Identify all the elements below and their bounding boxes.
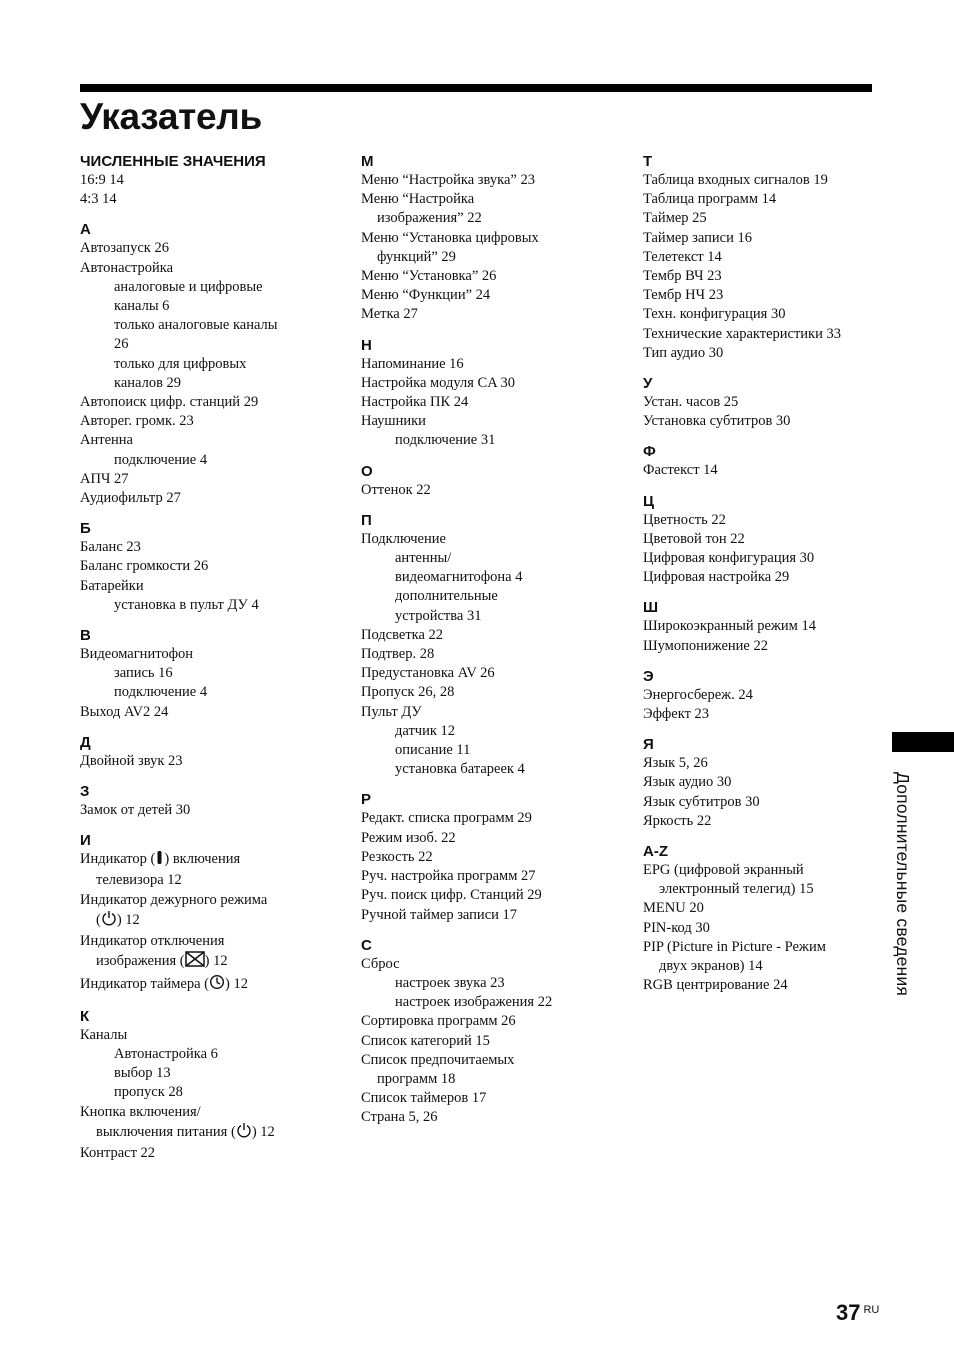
index-entry: Устан. часов 25 bbox=[643, 394, 739, 411]
index-entry: Индикатор дежурного режима bbox=[80, 891, 268, 908]
index-entry: Редакт. списка программ 29 bbox=[361, 810, 532, 827]
index-entry-continuation bbox=[80, 951, 342, 973]
section-heading: И bbox=[80, 832, 91, 850]
index-entry: Энергосбереж. 24 bbox=[643, 686, 753, 703]
index-entry: Установка субтитров 30 bbox=[643, 413, 791, 430]
index-entry: Выход AV2 24 bbox=[80, 703, 169, 720]
standby-icon bbox=[101, 910, 117, 932]
index-entry: Батарейки bbox=[80, 577, 144, 594]
entry-text-after-icon: ) 12 bbox=[225, 975, 248, 992]
index-entry: 16:9 14 bbox=[80, 172, 124, 188]
index-entry: Каналы bbox=[80, 1026, 128, 1043]
index-entry: Подтвер. 28 bbox=[361, 646, 435, 663]
section-heading: О bbox=[361, 462, 373, 480]
index-entry-continuation bbox=[80, 1122, 342, 1144]
index-entry bbox=[80, 850, 342, 871]
index-entry: Язык аудио 30 bbox=[643, 774, 732, 791]
entry-text-after-icon: ) 12 bbox=[204, 953, 228, 970]
index-entry: Баланс 23 bbox=[80, 539, 141, 556]
picture-off-icon bbox=[185, 951, 205, 973]
index-entry: Таблица программ 14 bbox=[643, 191, 777, 208]
index-entry: Пропуск 26, 28 bbox=[361, 684, 455, 701]
index-section bbox=[361, 511, 623, 780]
index-entry: Резкость 22 bbox=[361, 848, 433, 865]
index-subentry: дополнительные bbox=[395, 588, 498, 605]
index-entry: Тембр ВЧ 23 bbox=[643, 268, 722, 285]
index-section bbox=[80, 1007, 342, 1163]
index-subentry: настроек изображения 22 bbox=[395, 994, 553, 1011]
index-entry: Телетекст 14 bbox=[643, 248, 722, 265]
index-entry: Метка 27 bbox=[361, 306, 418, 323]
section-heading: Д bbox=[80, 733, 91, 751]
entry-text-after-icon: ) включения bbox=[164, 851, 241, 868]
index-entry: Эффект 23 bbox=[643, 706, 710, 723]
index-entry: Контраст 22 bbox=[80, 1144, 156, 1161]
index-entry: Цифровая настройка 29 bbox=[643, 569, 790, 586]
index-section bbox=[361, 152, 623, 325]
section-heading: ЧИСЛЕННЫЕ ЗНАЧЕНИЯ bbox=[80, 153, 266, 170]
index-entry: Список таймеров 17 bbox=[361, 1090, 487, 1107]
index-section bbox=[643, 492, 891, 588]
index-section bbox=[361, 790, 623, 924]
section-heading: С bbox=[361, 936, 372, 954]
section-heading: З bbox=[80, 783, 90, 801]
section-heading: Н bbox=[361, 336, 372, 354]
index-subentry: только для цифровых bbox=[114, 355, 247, 372]
index-entry-continuation bbox=[80, 910, 342, 932]
index-entry: Руч. настройка программ 27 bbox=[361, 868, 536, 885]
index-entry: PIP (Picture in Picture - Режим bbox=[643, 938, 826, 955]
page-number-value: 37 bbox=[836, 1300, 861, 1325]
index-entry: Автозапуск 26 bbox=[80, 240, 169, 257]
entry-text: ( bbox=[96, 911, 101, 928]
index-entry: Оттенок 22 bbox=[361, 481, 431, 498]
index-entry: Меню “Настройка bbox=[361, 191, 475, 208]
index-entry-continuation: изображения” 22 bbox=[377, 210, 482, 227]
index-section bbox=[643, 842, 891, 995]
index-subentry: подключение 4 bbox=[114, 684, 208, 701]
index-section bbox=[643, 374, 891, 431]
index-entry: MENU 20 bbox=[643, 900, 704, 917]
index-subentry: антенны/ bbox=[395, 550, 452, 567]
index-section bbox=[80, 782, 342, 820]
page-title: Указатель bbox=[80, 96, 262, 137]
index-entry: Широкоэкранный режим 14 bbox=[643, 618, 816, 635]
index-subentry: описание 11 bbox=[395, 742, 471, 759]
index-entry: Пульт ДУ bbox=[361, 703, 422, 720]
index-subentry: подключение 31 bbox=[395, 432, 496, 449]
index-entry: Сброс bbox=[361, 955, 400, 972]
index-entry: Цветовой тон 22 bbox=[643, 530, 745, 547]
index-section bbox=[361, 936, 623, 1128]
index-entry: Авторег. громк. 23 bbox=[80, 413, 194, 430]
index-subentry: каналов 29 bbox=[114, 374, 182, 391]
index-subentry: запись 16 bbox=[114, 665, 173, 682]
timer-icon bbox=[209, 974, 225, 996]
index-section bbox=[80, 733, 342, 771]
section-heading: A-Z bbox=[643, 843, 668, 861]
index-entry: Режим изоб. 22 bbox=[361, 829, 456, 846]
index-entry: Фастекст 14 bbox=[643, 462, 718, 479]
index-section bbox=[643, 442, 891, 480]
index-section bbox=[361, 336, 623, 451]
index-entry: Язык субтитров 30 bbox=[643, 793, 760, 810]
index-entry: EPG (цифровой экранный bbox=[643, 862, 804, 879]
index-entry: Автопоиск цифр. станций 29 bbox=[80, 394, 259, 411]
index-section bbox=[643, 152, 891, 363]
index-entry: Шумопонижение 22 bbox=[643, 637, 768, 654]
index-entry: Двойной звук 23 bbox=[80, 752, 183, 769]
index-entry: Язык 5, 26 bbox=[643, 755, 708, 772]
side-section-label: Дополнительные сведения bbox=[893, 772, 913, 997]
entry-text: Индикатор таймера ( bbox=[80, 975, 209, 992]
index-entry: Аудиофильтр 27 bbox=[80, 490, 181, 507]
index-subentry: видеомагнитофона 4 bbox=[395, 569, 523, 586]
index-entry: Сортировка программ 26 bbox=[361, 1013, 516, 1030]
section-heading: Э bbox=[643, 667, 654, 685]
index-subentry: настроек звука 23 bbox=[395, 974, 505, 991]
index-entry: Подсветка 22 bbox=[361, 626, 444, 643]
section-heading: К bbox=[80, 1007, 90, 1025]
entry-text-after-icon: ) 12 bbox=[251, 1123, 275, 1140]
index-section bbox=[643, 735, 891, 831]
section-heading: Я bbox=[643, 736, 654, 754]
section-heading: Т bbox=[643, 153, 653, 170]
section-heading: Р bbox=[361, 791, 372, 809]
index-entry: Баланс громкости 26 bbox=[80, 558, 209, 575]
index-entry-continuation: телевизора 12 bbox=[96, 872, 182, 889]
index-entry: Список предпочитаемых bbox=[361, 1051, 515, 1068]
index-entry: Руч. поиск цифр. Станций 29 bbox=[361, 887, 542, 904]
side-tab-marker bbox=[892, 732, 954, 752]
index-entry: Таймер 25 bbox=[643, 210, 707, 227]
index-entry-continuation: функций” 29 bbox=[377, 248, 456, 265]
section-heading: Ш bbox=[643, 599, 659, 617]
index-entry: Антенна bbox=[80, 432, 133, 449]
index-entry-continuation: двух экранов) 14 bbox=[659, 958, 763, 975]
index-subentry: установка в пульт ДУ 4 bbox=[114, 596, 259, 613]
page-language-suffix: RU bbox=[863, 1304, 880, 1316]
index-entry: Автонастройка bbox=[80, 259, 174, 276]
section-heading: Б bbox=[80, 520, 91, 538]
entry-text: изображения ( bbox=[96, 953, 185, 970]
index-column-1 bbox=[80, 152, 342, 1163]
index-entry: Список категорий 15 bbox=[361, 1032, 490, 1049]
index-subentry: устройства 31 bbox=[395, 607, 482, 624]
index-section bbox=[361, 462, 623, 500]
index-subentry: 26 bbox=[114, 336, 129, 353]
index-entry: Индикатор отключения bbox=[80, 933, 225, 950]
index-entry: 4:3 14 bbox=[80, 191, 117, 208]
index-section bbox=[80, 626, 342, 722]
index-entry: Предустановка AV 26 bbox=[361, 665, 495, 682]
section-heading: П bbox=[361, 511, 372, 529]
page-number bbox=[836, 1298, 879, 1325]
index-entry-continuation: программ 18 bbox=[377, 1070, 456, 1087]
index-entry: Меню “Настройка звука” 23 bbox=[361, 172, 535, 188]
entry-text: Индикатор ( bbox=[80, 851, 156, 868]
index-entry bbox=[80, 974, 342, 996]
index-column-3 bbox=[643, 152, 891, 996]
section-heading: М bbox=[361, 153, 374, 170]
index-entry: Цветность 22 bbox=[643, 511, 726, 528]
index-entry: Кнопка включения/ bbox=[80, 1103, 201, 1120]
index-entry: Подключение bbox=[361, 530, 446, 547]
index-subentry: выбор 13 bbox=[114, 1065, 171, 1082]
index-subentry: датчик 12 bbox=[395, 722, 455, 739]
section-heading: Ц bbox=[643, 492, 654, 510]
index-entry: Тип аудио 30 bbox=[643, 344, 724, 361]
index-entry: Таймер записи 16 bbox=[643, 229, 752, 246]
index-section bbox=[80, 519, 342, 615]
index-section bbox=[643, 598, 891, 655]
index-entry: Видеомагнитофон bbox=[80, 646, 193, 663]
standby-icon bbox=[236, 1122, 252, 1144]
index-entry: Технические характеристики 33 bbox=[643, 325, 841, 342]
index-section bbox=[80, 152, 342, 209]
index-entry: PIN-код 30 bbox=[643, 919, 710, 936]
index-entry: Наушники bbox=[361, 413, 426, 430]
index-section bbox=[80, 831, 342, 995]
index-subentry: пропуск 28 bbox=[114, 1084, 183, 1101]
index-entry: Таблица входных сигналов 19 bbox=[643, 172, 828, 188]
header-rule bbox=[80, 84, 872, 92]
index-entry: Настройка модуля CA 30 bbox=[361, 374, 515, 391]
index-section bbox=[643, 667, 891, 724]
entry-text-after-icon: ) 12 bbox=[116, 911, 140, 928]
power-indicator-icon bbox=[155, 850, 164, 871]
index-entry: RGB центрирование 24 bbox=[643, 977, 788, 994]
index-entry: Настройка ПК 24 bbox=[361, 394, 469, 411]
index-entry: Цифровая конфигурация 30 bbox=[643, 550, 815, 567]
index-entry: Страна 5, 26 bbox=[361, 1109, 438, 1126]
index-entry-continuation: электронный телегид) 15 bbox=[659, 881, 814, 898]
index-entry: Меню “Установка” 26 bbox=[361, 268, 497, 285]
index-column-2 bbox=[361, 152, 623, 1128]
index-entry: Замок от детей 30 bbox=[80, 802, 191, 819]
index-entry: Техн. конфигурация 30 bbox=[643, 306, 786, 323]
index-subentry: установка батареек 4 bbox=[395, 761, 525, 778]
index-subentry: только аналоговые каналы bbox=[114, 317, 278, 334]
index-entry: Меню “Установка цифровых bbox=[361, 229, 539, 246]
entry-text: выключения питания ( bbox=[96, 1123, 236, 1140]
index-subentry: аналоговые и цифровые bbox=[114, 278, 263, 295]
index-section bbox=[80, 220, 342, 508]
index-entry: Напоминание 16 bbox=[361, 355, 464, 372]
section-heading: А bbox=[80, 221, 91, 239]
section-heading: В bbox=[80, 627, 91, 645]
index-subentry: подключение 4 bbox=[114, 451, 208, 468]
section-heading: Ф bbox=[643, 443, 656, 461]
index-entry: АПЧ 27 bbox=[80, 470, 129, 487]
index-subentry: Автонастройка 6 bbox=[114, 1045, 218, 1062]
index-entry: Ручной таймер записи 17 bbox=[361, 906, 518, 923]
index-subentry: каналы 6 bbox=[114, 298, 170, 315]
section-heading: У bbox=[643, 375, 653, 393]
index-entry: Меню “Функции” 24 bbox=[361, 287, 491, 304]
index-entry: Яркость 22 bbox=[643, 812, 712, 829]
index-entry: Тембр НЧ 23 bbox=[643, 287, 724, 304]
